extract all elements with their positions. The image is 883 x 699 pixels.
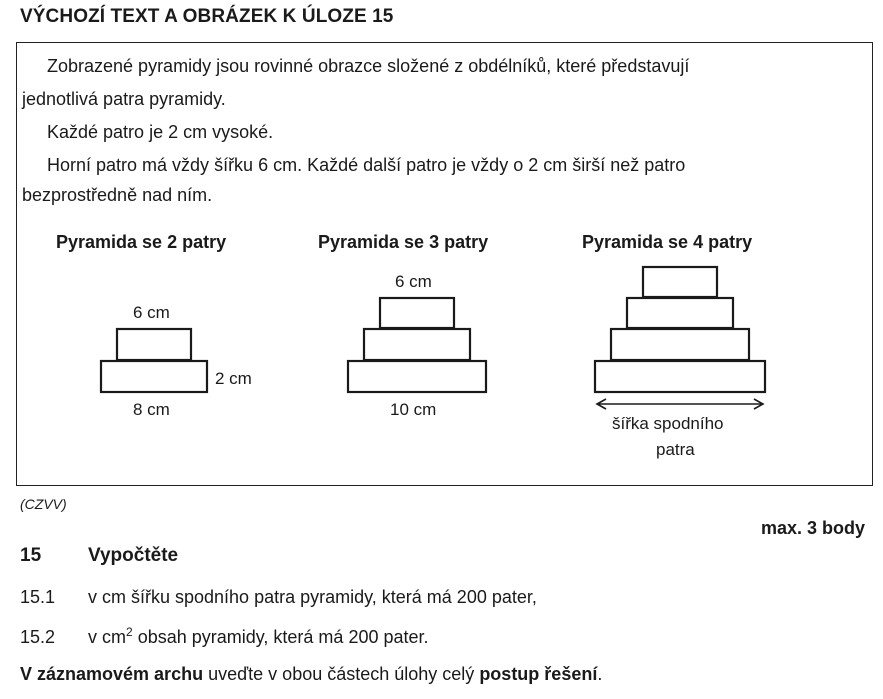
max-points: max. 3 body: [760, 518, 865, 538]
pyramid-2-side-label: 2 cm: [215, 369, 252, 388]
width-arrow: [597, 399, 763, 409]
intro-paragraph-2: Každé patro je 2 cm vysoké.: [47, 122, 274, 142]
pyramid-4-width-label-line-1: šířka spodního: [612, 414, 724, 433]
instruction-bold-2: postup řešení: [479, 664, 598, 684]
page-heading: VÝCHOZÍ TEXT A OBRÁZEK K ÚLOZE 15: [20, 6, 394, 27]
subtask-2-number: 15.2: [20, 627, 56, 647]
intro-paragraph-1-line-1: Zobrazené pyramidy jsou rovinné obrazce složené z obdélníků, které představují: [47, 56, 690, 76]
pyramid-4-width-label-line-2: patra: [656, 440, 695, 459]
pyramid-2-bottom-label: 8 cm: [133, 400, 170, 419]
instruction: [20, 664, 602, 685]
pyramid-4-floor-2: [627, 298, 733, 328]
subtask-2-text: [88, 627, 429, 648]
pyramid-2-top-label: 6 cm: [133, 303, 170, 322]
pyramid-3-title: Pyramida se 3 patry: [318, 232, 489, 252]
intro-paragraph-3-line-2: bezprostředně nad ním.: [22, 185, 213, 205]
pyramid-3-floor-1: [380, 298, 454, 328]
subtask-1-number: 15.1: [20, 587, 56, 607]
subtask-2-unit: v cm: [88, 627, 126, 647]
subtask-1-text: v cm šířku spodního patra pyramidy, která má 200 pater,: [88, 587, 537, 607]
instruction-text-2: .: [597, 664, 603, 684]
pyramid-3-floor-3: [348, 361, 486, 392]
pyramid-2-floor-2: [101, 361, 207, 392]
instruction-bold-1: V záznamovém archu: [20, 664, 204, 684]
instruction-text-1: uveďte v obou částech úlohy celý: [203, 664, 480, 684]
task-number: 15: [20, 545, 42, 566]
pyramid-3-bottom-label: 10 cm: [390, 400, 437, 419]
subtask-2-unit-exponent: 2: [126, 625, 133, 639]
source-note: (CZVV): [20, 496, 67, 512]
intro-paragraph-1-line-2: jednotlivá patra pyramidy.: [22, 89, 226, 109]
pyramid-4-floor-1: [643, 267, 717, 297]
subtask-2-rest: obsah pyramidy, která má 200 pater.: [132, 627, 429, 647]
pyramid-4-floor-3: [611, 329, 749, 360]
pyramid-2-floor-1: [117, 329, 191, 360]
pyramid-4-title: Pyramida se 4 patry: [582, 232, 753, 252]
pyramid-3-floor-2: [364, 329, 470, 360]
pyramid-4-floor-4: [595, 361, 765, 392]
intro-paragraph-3-line-1: Horní patro má vždy šířku 6 cm. Každé další patro je vždy o 2 cm širší než patro: [47, 155, 686, 175]
task-title: Vypočtěte: [88, 545, 179, 566]
pyramid-3-top-label: 6 cm: [395, 272, 432, 291]
pyramid-2-title: Pyramida se 2 patry: [56, 232, 227, 252]
